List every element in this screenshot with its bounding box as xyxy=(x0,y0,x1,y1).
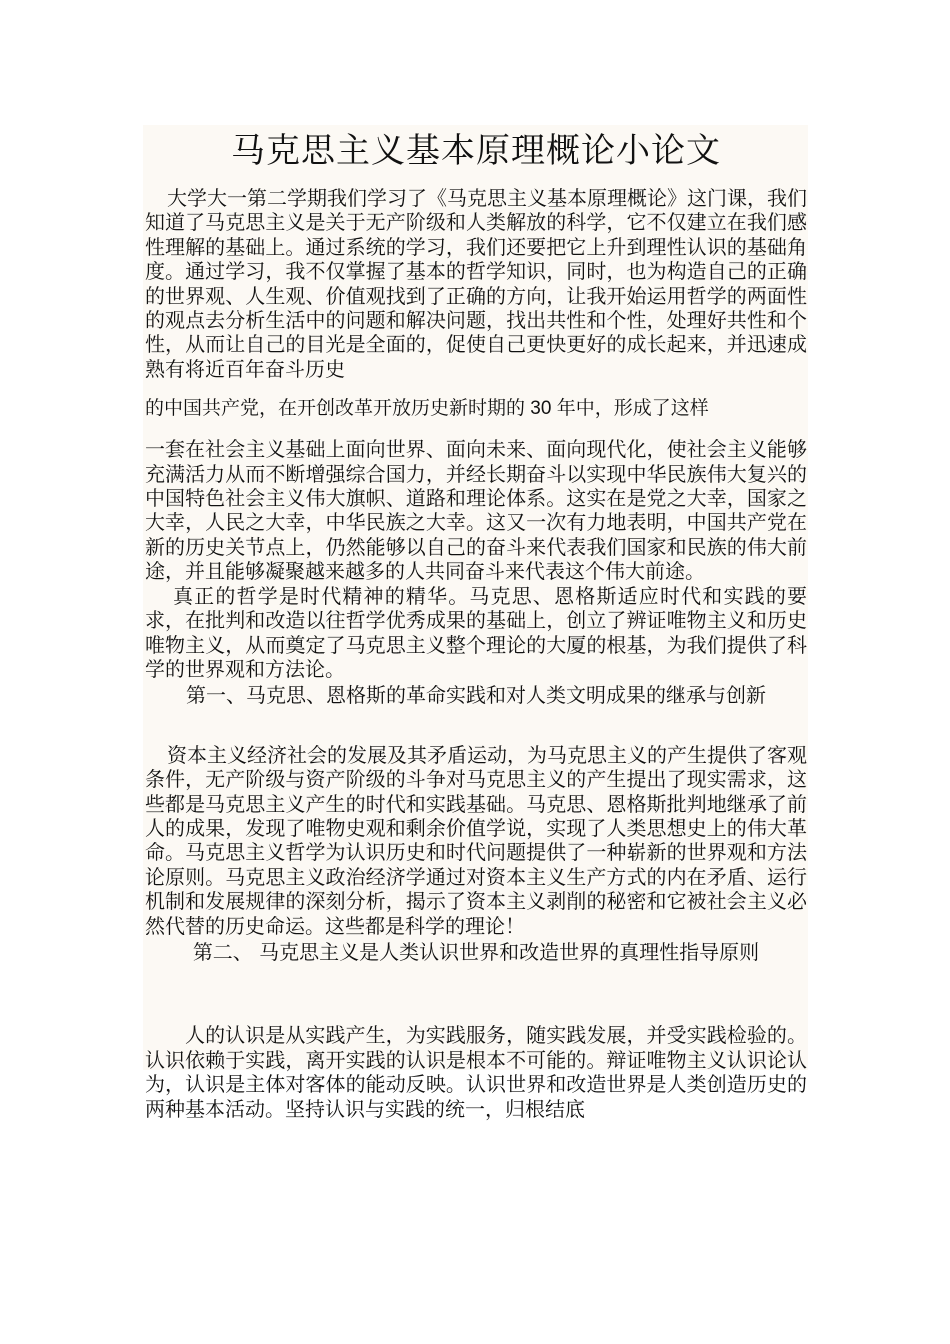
document-title: 马克思主义基本原理概论小论文 xyxy=(231,131,721,171)
paragraph-intro-conclusion: 一套在社会主义基础上面向世界、面向未来、面向现代化，使社会主义能够充满活力从而不断增强综合国力，并经长期奋斗以实现中华民族伟大复兴的中国特色社会主义伟大旗帜、道路和理论体系。这实在是党之大幸，国家之大幸，人民之大幸，中华民族之大幸。这又一次有力地表明，中国共产党在新的历史关节点上，仍然能够以自己的奋斗来代表我们国家和民族的伟大前途，并且能够凝聚越来越多的人共同奋斗来代表这个伟大前途。 xyxy=(145,437,807,584)
paragraph-intro-continued-line: 的中国共产党，在开创改革开放历史新时期的 30 年中，形成了这样 xyxy=(145,398,709,420)
paragraph-section-2: 人的认识是从实践产生，为实践服务，随实践发展，并受实践检验的。认识依赖于实践，离开实践的认识是根本不可能的。辩证唯物主义认识论认为，认识是主体对客体的能动反映。认识世界和改造世界是人类创造历史的两种基本活动。坚持认识与实践的统一，归根结底 xyxy=(145,1023,807,1121)
paragraph-section-1: 资本主义经济社会的发展及其矛盾运动，为马克思主义的产生提供了客观条件，无产阶级与资产阶级的斗争对马克思主义的产生提出了现实需求，这些都是马克思主义产生的时代和实践基础。马克思、恩格斯批判地继承了前人的成果，发现了唯物史观和剩余价值学说，实现了人类思想史上的伟大革命。马克思主义哲学为认识历史和时代问题提供了一种崭新的世界观和方法论原则。马克思主义政治经济学通过对资本主义生产方式的内在矛盾、运行机制和发展规律的深刻分析，揭示了资本主义剥削的秘密和它被社会主义必然代替的历史命运。这些都是科学的理论！ xyxy=(145,742,807,938)
paragraph-intro: 大学大一第二学期我们学习了《马克思主义基本原理概论》这门课，我们知道了马克思主义是关于无产阶级和人类解放的科学，它不仅建立在我们感性理解的基础上。通过系统的学习，我们还要把它上升到理性认识的基础角度。通过学习，我不仅掌握了基本的哲学知识，同时，也为构造自己的正确的世界观、人生观、价值观找到了正确的方向，让我开始运用哲学的两面性的观点去分析生活中的问题和解决问题，找出共性和个性，处理好共性和个性，从而让自己的目光是全面的，促使自己更快更好的成长起来，并迅速成熟有将近百年奋斗历史 xyxy=(145,186,807,381)
section-heading-1: 第一、马克思、恩格斯的革命实践和对人类文明成果的继承与创新 xyxy=(186,683,766,708)
section-heading-2: 第二、 马克思主义是人类认识世界和改造世界的真理性指导原则 xyxy=(192,939,760,964)
paragraph-philosophy: 真正的哲学是时代精神的精华。马克思、恩格斯适应时代和实践的要求，在批判和改造以往哲学优秀成果的基础上，创立了辨证唯物主义和历史唯物主义，从而奠定了马克思主义整个理论的大厦的根基，为我们提供了科学的世界观和方法论。 xyxy=(145,583,807,681)
document-body xyxy=(145,128,807,1121)
